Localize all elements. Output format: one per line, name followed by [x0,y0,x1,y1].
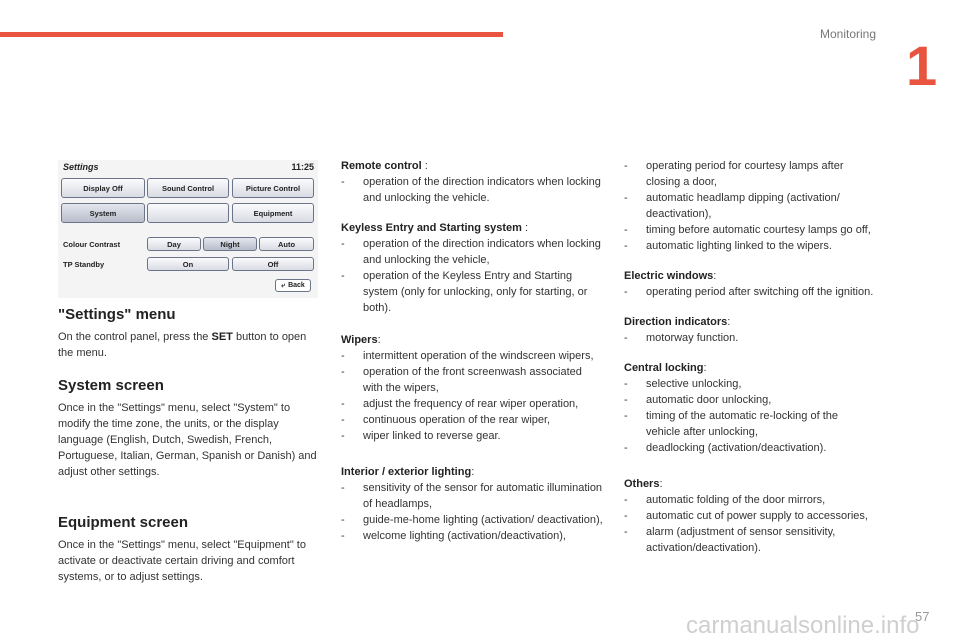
central-locking-heading: Central locking [624,362,704,374]
list-item: - alarm (adjustment of sensor sensitivity, activation/deactivation). [624,524,874,556]
page-number: 57 [915,609,930,624]
remote-control-block: Remote control : - operation of the direction indicators when locking and unlocking the vehicle. [341,158,603,206]
day-button[interactable]: Day [147,237,201,251]
list-item: - automatic lighting linked to the wipers. [624,238,874,254]
on-button[interactable]: On [147,257,229,271]
settings-text-pre: On the control panel, press the [58,331,212,343]
electric-windows-block: Electric windows: - operating period after switching off the ignition. [624,268,874,300]
list-item: - operation of the direction indicators when locking and unlocking the vehicle, [341,236,603,268]
off-button[interactable]: Off [232,257,314,271]
night-button[interactable]: Night [203,237,257,251]
lighting-continued-block [624,158,874,254]
list-item: - intermittent operation of the windscreen wipers, [341,348,603,364]
back-label: Back [288,282,305,289]
list-item: - automatic folding of the door mirrors, [624,492,874,508]
chapter-number: 1 [906,34,938,97]
list-item: - automatic door unlocking, [624,392,874,408]
watermark: carmanualsonline.info [686,612,920,639]
list-item: - guide-me-home lighting (activation/ deactivation), [341,512,603,528]
sound-control-button[interactable]: Sound Control [147,178,229,198]
right-column [624,158,874,570]
settings-screen-illustration [58,160,318,298]
header-accent-bar [0,32,503,37]
system-screen-text: Once in the "Settings" menu, select "System" to modify the time zone, the units, or the display language (English, Dutch, Swedish, French, Portuguese, Italian, German, Spanish or Danish) and adjust other settings. [58,402,317,478]
screen-title: Settings [63,162,99,172]
set-key-label: SET [211,331,233,343]
settings-menu-heading: "Settings" menu [58,306,176,323]
wipers-heading: Wipers [341,334,378,346]
back-arrow-icon: ⤶ [281,281,286,289]
lighting-block: Interior / exterior lighting: - sensitivity of the sensor for automatic illumination of headlamps, - guide-me-home lighting (activation/ deactivation), - welcome lighting (activation/deactivation), [341,464,603,544]
list-item: - timing before automatic courtesy lamps go off, [624,222,874,238]
middle-column [341,158,603,558]
list-item: - operating period for courtesy lamps after closing a door, [624,158,874,190]
lighting-heading: Interior / exterior lighting [341,466,472,478]
auto-button[interactable]: Auto [259,237,314,251]
list-item: - wiper linked to reverse gear. [341,428,603,444]
system-screen-heading: System screen [58,377,164,394]
others-block: Others: - automatic folding of the door mirrors, - automatic cut of power supply to accessories, - alarm (adjustment of sensor sensitivity, activation/deactivation). [624,476,874,556]
list-item: - motorway function. [624,330,874,346]
direction-indicators-heading: Direction indicators [624,316,728,328]
equipment-screen-heading: Equipment screen [58,514,189,531]
blank-button[interactable] [147,203,229,223]
keyless-block: Keyless Entry and Starting system : - operation of the direction indicators when locking and unlocking the vehicle, - operation of the Keyless Entry and Starting system (only for unlocking, only for starting, or both). [341,220,603,316]
central-locking-block: Central locking: - selective unlocking, - automatic door unlocking, - timing of the automatic re-locking of the vehicle after unlocking, - deadlocking (activation/deactivation). [624,360,874,456]
equipment-button[interactable]: Equipment [232,203,314,223]
settings-text-post: button to open the menu. [58,331,307,359]
list-item: - sensitivity of the sensor for automatic illumination of headlamps, [341,480,603,512]
wipers-block: Wipers: - intermittent operation of the windscreen wipers, - operation of the front screenwash associated with the wipers, - adjust the frequency of rear wiper operation, - continuous operation of the rear wiper, - wiper linked to reverse gear. [341,332,603,444]
list-item: - automatic headlamp dipping (activation/ deactivation), [624,190,874,222]
list-item: - operation of the Keyless Entry and Starting system (only for unlocking, only for starting, or both). [341,268,603,316]
list-item: - automatic cut of power supply to accessories, [624,508,874,524]
list-item: - adjust the frequency of rear wiper operation, [341,396,603,412]
list-item: - operation of the direction indicators when locking and unlocking the vehicle. [341,174,603,206]
list-item: - timing of the automatic re-locking of the vehicle after unlocking, [624,408,874,440]
equipment-screen-text: Once in the "Settings" menu, select "Equipment" to activate or deactivate certain driving and comfort systems, or to adjust settings. [58,539,306,583]
picture-control-button[interactable]: Picture Control [232,178,314,198]
remote-control-heading: Remote control [341,160,422,172]
list-item: - operating period after switching off the ignition. [624,284,874,300]
tp-standby-label: TP Standby [63,260,105,269]
system-button[interactable]: System [61,203,145,223]
section-title: Monitoring [820,27,877,41]
display-off-button[interactable]: Display Off [61,178,145,198]
settings-menu-text [58,329,320,361]
list-item: - operation of the front screenwash associated with the wipers, [341,364,603,396]
direction-indicators-block: Direction indicators: - motorway function. [624,314,874,346]
others-heading: Others [624,478,660,490]
screen-clock: 11:25 [291,162,314,172]
colour-contrast-label: Colour Contrast [63,240,121,249]
list-item: - deadlocking (activation/deactivation). [624,440,874,456]
electric-windows-heading: Electric windows [624,270,714,282]
list-item: - selective unlocking, [624,376,874,392]
back-button[interactable] [275,279,311,292]
keyless-heading: Keyless Entry and Starting system [341,222,522,234]
list-item: - welcome lighting (activation/deactivation), [341,528,603,544]
list-item: - continuous operation of the rear wiper, [341,412,603,428]
